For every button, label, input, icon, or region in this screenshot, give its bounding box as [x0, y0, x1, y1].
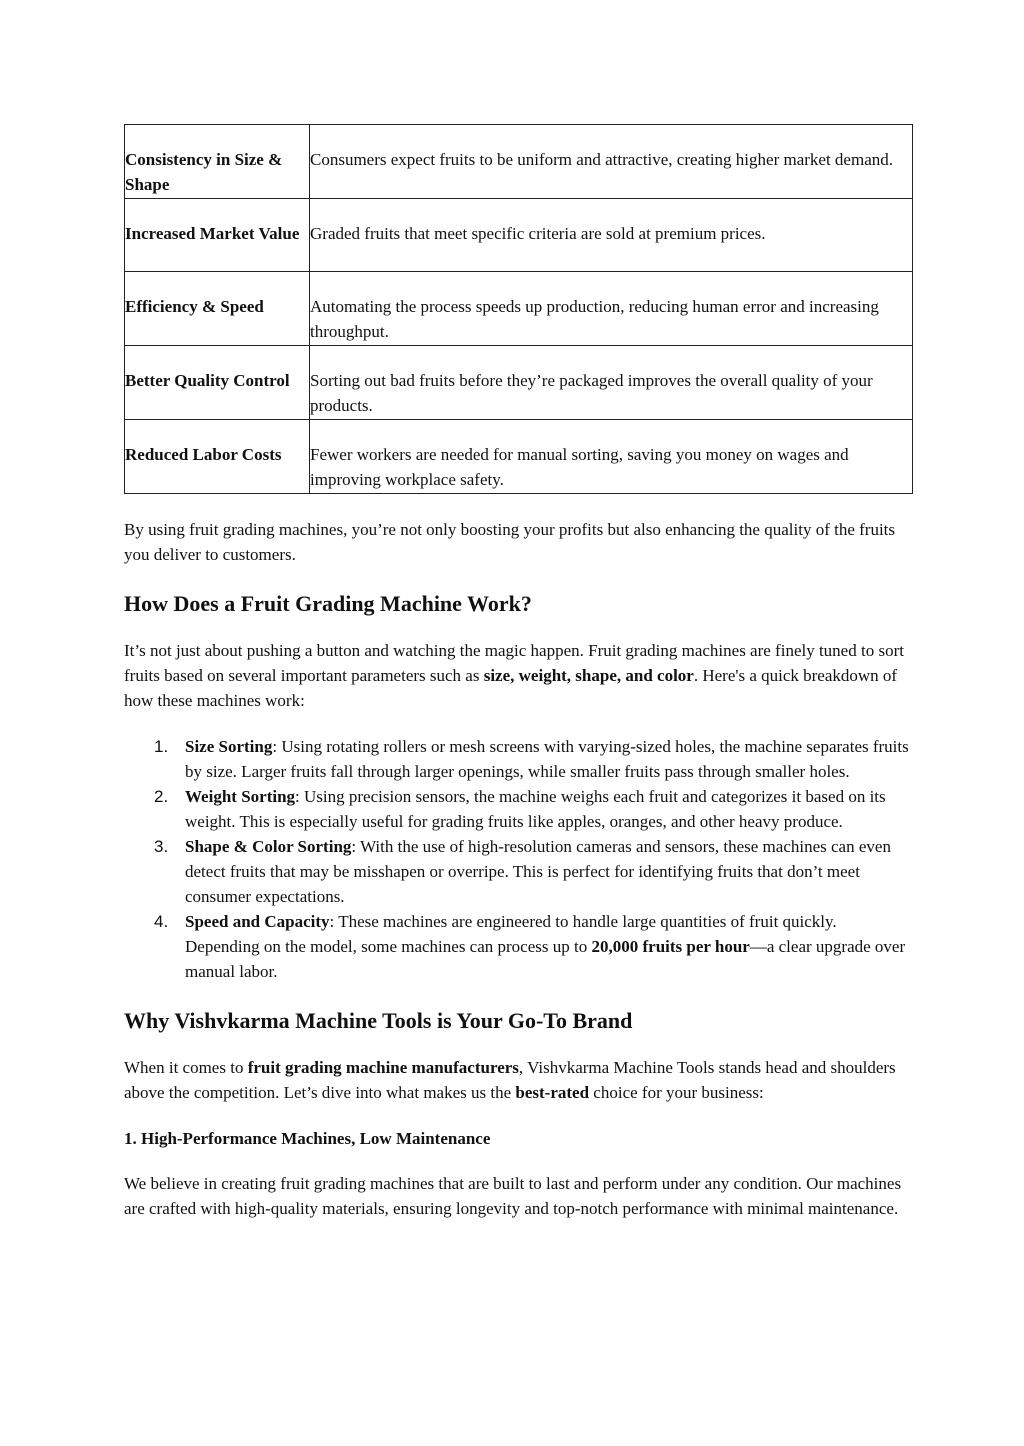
- step-text: : Using precision sensors, the machine weighs each fruit and categorizes it based on its weight. This is especially useful for grading fruits like apples, oranges, and other heavy produce.: [185, 787, 886, 831]
- table-cell-value: Sorting out bad fruits before they’re packaged improves the overall quality of your products.: [310, 346, 913, 420]
- text-run: , Vishvkarma Machine Tools stands head and shoulders above the competition. Let’s dive into what makes us the: [124, 1058, 896, 1102]
- table-cell-value: Automating the process speeds up production, reducing human error and increasing throughput.: [310, 272, 913, 346]
- list-item: [124, 834, 912, 909]
- text-run: . Here's a quick breakdown of how these machines work:: [124, 666, 898, 710]
- list-item: [124, 909, 912, 984]
- table-cell-key: Better Quality Control: [125, 346, 310, 420]
- table-row: [125, 420, 913, 494]
- table-cell-key: Consistency in Size & Shape: [125, 125, 310, 199]
- list-number: 4.: [154, 912, 169, 931]
- list-number: 2.: [154, 787, 169, 806]
- bold-text: 20,000 fruits per hour: [591, 937, 750, 956]
- table-cell-key: Increased Market Value: [125, 199, 310, 272]
- high-performance-paragraph: We believe in creating fruit grading machines that are built to last and perform under any condition. Our machines are crafted with high-quality materials, ensuring longevity and top-notch performance with minimal maintenance.: [124, 1174, 902, 1218]
- step-title: Speed and Capacity: [185, 912, 330, 931]
- step-text: : With the use of high-resolution cameras and sensors, these machines can even detect fruits that may be misshapen or overripe. This is perfect for identifying fruits that don’t meet consumer expectations.: [185, 837, 891, 906]
- table-cell-value: Consumers expect fruits to be uniform and attractive, creating higher market demand.: [310, 125, 913, 199]
- text-run: It’s not just about pushing a button and watching the magic happen. Fruit grading machines are finely tuned to sort fruits based on several important parameters such as: [124, 641, 904, 685]
- table-cell-value: Graded fruits that meet specific criteria are sold at premium prices.: [310, 199, 913, 272]
- document-page: [124, 124, 912, 1221]
- list-item: [124, 734, 912, 784]
- section-heading-how: How Does a Fruit Grading Machine Work?: [124, 591, 532, 616]
- step-title: Size Sorting: [185, 737, 273, 756]
- bold-text: size, weight, shape, and color: [483, 666, 694, 685]
- table-cell-key: Efficiency & Speed: [125, 272, 310, 346]
- step-text: —a clear upgrade over manual labor.: [185, 937, 906, 981]
- table-row: [125, 199, 913, 272]
- list-item: [124, 784, 912, 834]
- text-run: When it comes to: [124, 1058, 248, 1077]
- section-heading-why: Why Vishvkarma Machine Tools is Your Go-To Brand: [124, 1008, 633, 1033]
- benefits-table: [124, 124, 913, 494]
- step-title: Shape & Color Sorting: [185, 837, 352, 856]
- list-number: 1.: [154, 737, 169, 756]
- table-row: [125, 346, 913, 420]
- table-row: [125, 272, 913, 346]
- step-title: Weight Sorting: [185, 787, 296, 806]
- text-run: choice for your business:: [589, 1083, 764, 1102]
- subheading-high-performance: 1. High-Performance Machines, Low Maintenance: [124, 1129, 491, 1148]
- bold-text: best-rated: [515, 1083, 590, 1102]
- table-row: [125, 125, 913, 199]
- summary-paragraph: By using fruit grading machines, you’re not only boosting your profits but also enhancing the quality of the fruits you deliver to customers.: [124, 520, 896, 564]
- how-intro-paragraph: [124, 638, 912, 713]
- table-cell-key: Reduced Labor Costs: [125, 420, 310, 494]
- table-cell-value: Fewer workers are needed for manual sorting, saving you money on wages and improving workplace safety.: [310, 420, 913, 494]
- steps-list: [124, 734, 912, 984]
- why-paragraph: [124, 1055, 912, 1105]
- step-text: : Using rotating rollers or mesh screens with varying-sized holes, the machine separates fruits by size. Larger fruits fall through larger openings, while smaller fruits pass through smaller holes.: [185, 737, 909, 781]
- step-text: : These machines are engineered to handle large quantities of fruit quickly. Depending on the model, some machines can process up to: [185, 912, 837, 956]
- bold-text: fruit grading machine manufacturers: [247, 1058, 519, 1077]
- list-number: 3.: [154, 837, 169, 856]
